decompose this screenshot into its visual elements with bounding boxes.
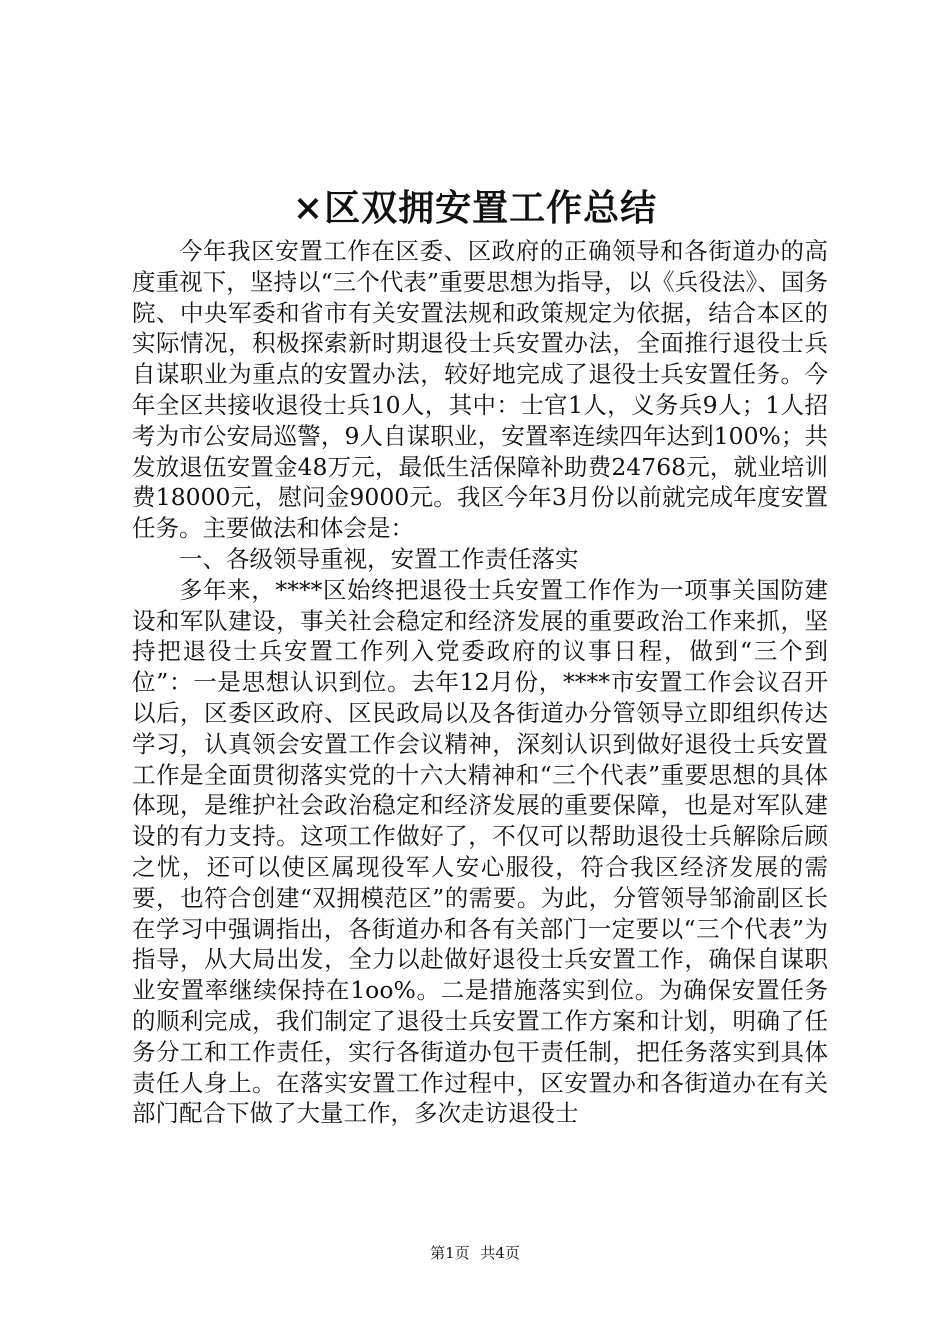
section-paragraph: 多年来，****区始终把退役士兵安置工作作为一项事关国防建设和军队建设，事关社会稳定和经济发展的重要政治工作来抓，坚持把退役士兵安置工作列入党委政府的议事日程，做到“三个到位”：一是思想认识到位。去年12月份，****市安置工作会议召开以后，区委区政府、区民政局以及各街道办分管领导立即组织传达学习，认真领会安置工作会议精神，深刻认识到做好退役士兵安置工作是全面贯彻落实党的十六大精神和“三个代表”重要思想的具体体现，是维护社会政治稳定和经济发展的重要保障，也是对军队建设的有力支持。这项工作做好了，不仅可以帮助退役士兵解除后顾之忧，还可以使区属现役军人安心服役，符合我区经济发展的需要，也符合创建“双拥模范区”的需要。为此，分管领导邹渝副区长在学习中强调指出，各街道办和各有关部门一定要以“三个代表”为指导，从大局出发，全力以赴做好退役士兵安置工作，确保自谋职业安置率继续保持在1oo%。二是措施落实到位。为确保安置任务的顺利完成，我们制定了退役士兵安置工作方案和计划，明确了任务分工和工作责任，实行各街道办包干责任制，把任务落实到具体责任人身上。在落实安置工作过程中，区安置办和各街道办在有关部门配合下做了大量工作，多次走访退役士 [132, 575, 828, 1128]
page-footer [0, 1243, 950, 1263]
document-title: ×区双拥安置工作总结 [292, 187, 658, 229]
page-number: 第1页 [430, 1244, 470, 1262]
section-heading: 一、各级领导重视，安置工作责任落实 [179, 544, 579, 573]
document-body [132, 236, 828, 1129]
page-total: 共4页 [480, 1244, 520, 1262]
intro-paragraph: 今年我区安置工作在区委、区政府的正确领导和各街道办的高度重视下，坚持以“三个代表”重要思想为指导，以《兵役法》、国务院、中央军委和省市有关安置法规和政策规定为依据，结合本区的实际情况，积极探索新时期退役士兵安置办法，全面推行退役士兵自谋职业为重点的安置办法，较好地完成了退役士兵安置任务。今年全区共接收退役士兵10人，其中：士官1人，义务兵9人；1人招考为市公安局巡警，9人自谋职业，安置率连续四年达到100%；共发放退伍安置金48万元，最低生活保障补助费24768元，就业培训费18000元，慰问金9000元。我区今年3月份以前就完成年度安置任务。主要做法和体会是： [132, 237, 828, 543]
